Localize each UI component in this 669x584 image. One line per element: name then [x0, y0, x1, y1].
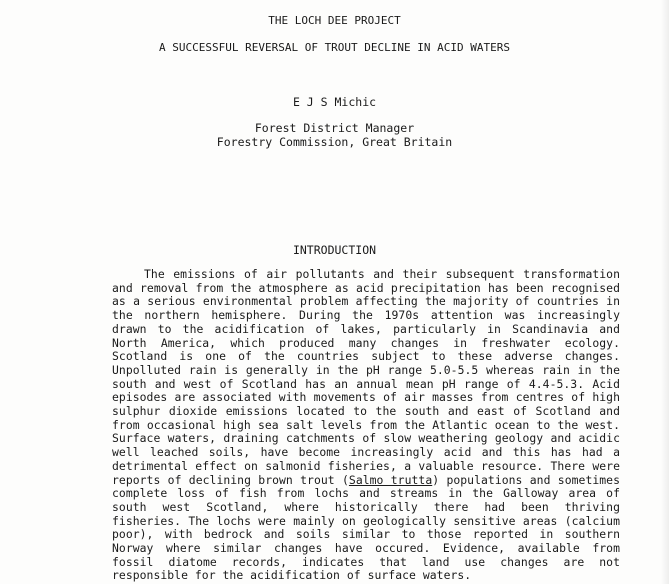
species-name: Salmo trutta [348, 472, 433, 487]
author-organisation: Forestry Commission, Great Britain [216, 135, 453, 149]
paragraph-text-part-2: ) populations and sometimes complete loss of fish from lochs and streams in the Galloway area of south west Scotland, where historically there had been thriving fisheries. The lochs were mainly on geologically sensitive areas (calcium poor), with bedrock and soils similar to those reported in southern Norway where similar changes have occured. Evidence, available from fossil diatome records, indicates that land use changes are not responsible for the acidification of surface waters. [112, 472, 620, 583]
paragraph-text-part-1: The emissions of air pollutants and their subsequent transformation and removal from the atmosphere as acid precipitation has been recognised as a serious environmental problem affecting the majority of countries in the northern hemisphere. During the 1970s attention was increasingly drawn to the acidification of lakes, particularly in Scandinavia and North America, which produced many changes in freshwater ecology. Scotland is one of the countries subject to these adverse changes. Unpolluted rain is generally in the pH range 5.0-5.5 whereas rain in the south and west of Scotland has an annual mean pH range of 4.4-5.3. Acid episodes are associated with movements of air masses from centres of high sulphur dioxide emissions located to the south and east of Scotland and from occasional high sea salt levels from the Atlantic ocean to the west. Surface waters, draining catchments of slow weathering geology and acidic well leached soils, have become increasingly acid and this has had a detrimental effect on salmonid fisheries, a valuable resource. There were reports of declining brown trout ( [112, 267, 620, 487]
document-title: THE LOCH DEE PROJECT [268, 14, 401, 27]
introduction-body [112, 268, 620, 583]
section-heading: INTRODUCTION [292, 243, 377, 257]
author-name: E J S Michic [292, 95, 377, 109]
paper-edge-shadow [661, 0, 669, 584]
author-role: Forest District Manager [254, 121, 415, 135]
introduction-paragraph [112, 268, 620, 583]
document-subtitle: A SUCCESSFUL REVERSAL OF TROUT DECLINE IN ACID WATERS [159, 41, 510, 54]
